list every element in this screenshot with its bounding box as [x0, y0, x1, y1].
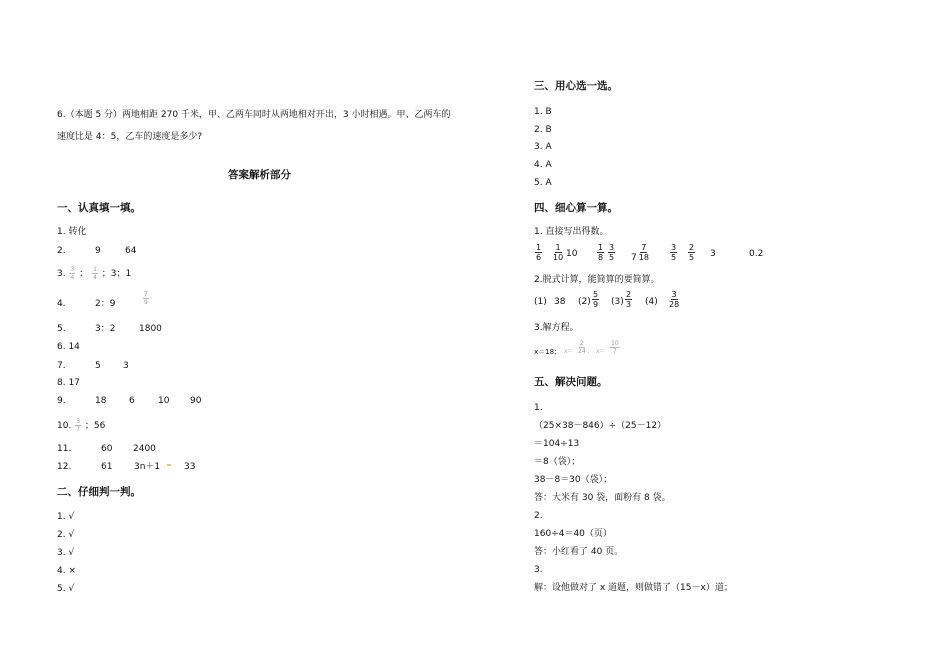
section-4-title: 四、细心算一算。 — [534, 202, 618, 214]
s5-line: ＝104÷13 — [534, 439, 580, 449]
fraction: $\frac{3}{5}$ — [609, 243, 615, 262]
s1-item-2 — [57, 245, 137, 257]
section-1-title: 一、认真填一填。 — [57, 202, 141, 214]
question-6-line-1: 6.（本题 5 分）两地相距 270 千米，甲、乙两车同时从两地相对开出，3 小时相遇。甲、乙两车的 — [57, 110, 451, 120]
value: 0.2 — [749, 249, 764, 259]
s3-item-3: 3. A — [534, 142, 552, 152]
s3-item-4: 4. A — [534, 160, 552, 170]
value: 10 — [566, 249, 578, 259]
fraction: $\frac{3}{4}$ — [70, 266, 75, 281]
answer-b: 2400 — [133, 444, 156, 454]
answer-b: 3 — [123, 361, 129, 371]
s5-line: （25×38－846）÷（25－12） — [534, 421, 667, 431]
s2-item-3: 3. √ — [57, 548, 75, 558]
item-number: 10. — [57, 421, 72, 431]
fraction: $\frac{10}{7}$ — [611, 340, 619, 355]
label: (2) — [578, 297, 591, 307]
s1-item-4 — [57, 291, 148, 310]
answer-b: 64 — [125, 246, 137, 256]
s2-item-4: 4. × — [57, 566, 76, 576]
s1-item-12 — [57, 461, 196, 473]
section-3-title: 三、用心选一选。 — [534, 80, 618, 92]
fraction: $\frac{2}{24}$ — [578, 340, 586, 355]
answer-c: 33 — [184, 462, 196, 472]
s4-part-2-label: 2.脱式计算，能简算的要简算。 — [534, 275, 660, 285]
s1-item-8: 8. 17 — [57, 378, 80, 388]
answer-rest: ；3；1 — [101, 269, 132, 279]
fraction: $\frac{2}{5}$ — [689, 243, 695, 262]
item-number: 2. — [57, 246, 66, 256]
s5-line: 1. — [534, 403, 543, 413]
item-number: 9. — [57, 396, 66, 406]
fraction: $\frac{3}{5}$ — [671, 243, 677, 262]
solution-c-prefix: x＝ — [596, 348, 606, 355]
s3-item-5: 5. A — [534, 178, 552, 188]
solution-b-prefix: x＝ — [564, 348, 574, 355]
s5-line: 解：设他做对了 x 道题，则做错了（15－x）道； — [534, 583, 733, 593]
section-2-title: 二、仔细判一判。 — [57, 486, 141, 498]
fraction: $\frac{5}{9}$ — [593, 290, 599, 309]
s3-item-2: 2. B — [534, 125, 552, 135]
answer-a: 61 — [101, 462, 113, 472]
item-number: 5. — [57, 324, 66, 334]
s2-item-2: 2. √ — [57, 530, 75, 540]
s1-item-6: 6. 14 — [57, 342, 80, 352]
fraction: $\frac{7}{18}$ — [638, 243, 649, 262]
value: 3 — [710, 249, 716, 259]
separator: ； — [79, 269, 89, 279]
answer-a: 60 — [101, 444, 113, 454]
s2-item-5: 5. √ — [57, 584, 75, 594]
s1-item-7 — [57, 360, 129, 372]
s5-line: 答：小红看了 40 页。 — [534, 547, 624, 557]
answer-rest: ；56 — [84, 421, 106, 431]
s1-item-11 — [57, 443, 156, 455]
fraction: $\frac{1}{10}$ — [553, 243, 564, 262]
s1-item-3 — [57, 266, 131, 281]
item-number: 7. — [57, 361, 66, 371]
item-number: 4. — [57, 299, 66, 309]
question-6-line-2: 速度比是 4：5，乙车的速度是多少? — [57, 132, 203, 142]
label: (4) — [645, 297, 658, 307]
s1-item-1: 1. 转化 — [57, 227, 87, 237]
fraction: $\frac{1}{8}$ — [598, 243, 604, 262]
answer-a: 3：2 — [95, 324, 116, 334]
answer-d: 90 — [190, 396, 202, 406]
s3-item-1: 1. B — [534, 107, 552, 117]
item-number: 3. — [57, 269, 66, 279]
mixed-number: 7 $\frac{7}{18}$ — [631, 243, 649, 263]
section-5-title: 五、解决问题。 — [534, 376, 608, 388]
answer-b: 3n＋1 — [134, 462, 161, 472]
s5-line: ＝8（袋）； — [534, 457, 581, 467]
answer-c: 10 — [158, 396, 170, 406]
answers-title: 答案解析部分 — [228, 169, 291, 181]
faint-mark — [167, 464, 171, 466]
s5-line: 2. — [534, 511, 543, 521]
separator: ； — [587, 348, 594, 355]
item-number: 11. — [57, 444, 72, 454]
solution-a: x＝18； — [534, 348, 562, 356]
s4-part-3-label: 3.解方程。 — [534, 323, 579, 333]
s1-item-5 — [57, 323, 162, 335]
answer-a: 5 — [95, 361, 101, 371]
answer-b: 6 — [129, 396, 135, 406]
item-number: 12. — [57, 462, 72, 472]
fraction: $\frac{3}{7}$ — [76, 418, 81, 433]
answer-b: 1800 — [139, 324, 162, 334]
fraction: $\frac{1}{4}$ — [93, 266, 97, 281]
s1-item-10 — [57, 418, 105, 433]
s5-line: 答：大米有 30 袋，面粉有 8 袋。 — [534, 493, 671, 503]
fraction: $\frac{3}{28}$ — [669, 290, 680, 309]
s4-part-1-label: 1. 直接写出得数。 — [534, 227, 609, 237]
fraction: $\frac{7}{9}$ — [144, 291, 148, 306]
s5-line: 3. — [534, 565, 543, 575]
answer-a: 18 — [95, 396, 107, 406]
answer-a: 9 — [95, 246, 101, 256]
s2-item-1: 1. √ — [57, 512, 75, 522]
value: 38 — [554, 297, 566, 307]
answer-a: 2：9 — [95, 299, 116, 309]
fraction: $\frac{2}{3}$ — [626, 290, 632, 309]
label: (3) — [611, 297, 624, 307]
s1-item-9 — [57, 395, 202, 407]
s5-line: 160÷4＝40（页） — [534, 529, 612, 539]
fraction: $\frac{1}{6}$ — [536, 243, 542, 262]
label: (1) — [534, 297, 547, 307]
s5-line: 38－8＝30（袋）； — [534, 475, 613, 485]
